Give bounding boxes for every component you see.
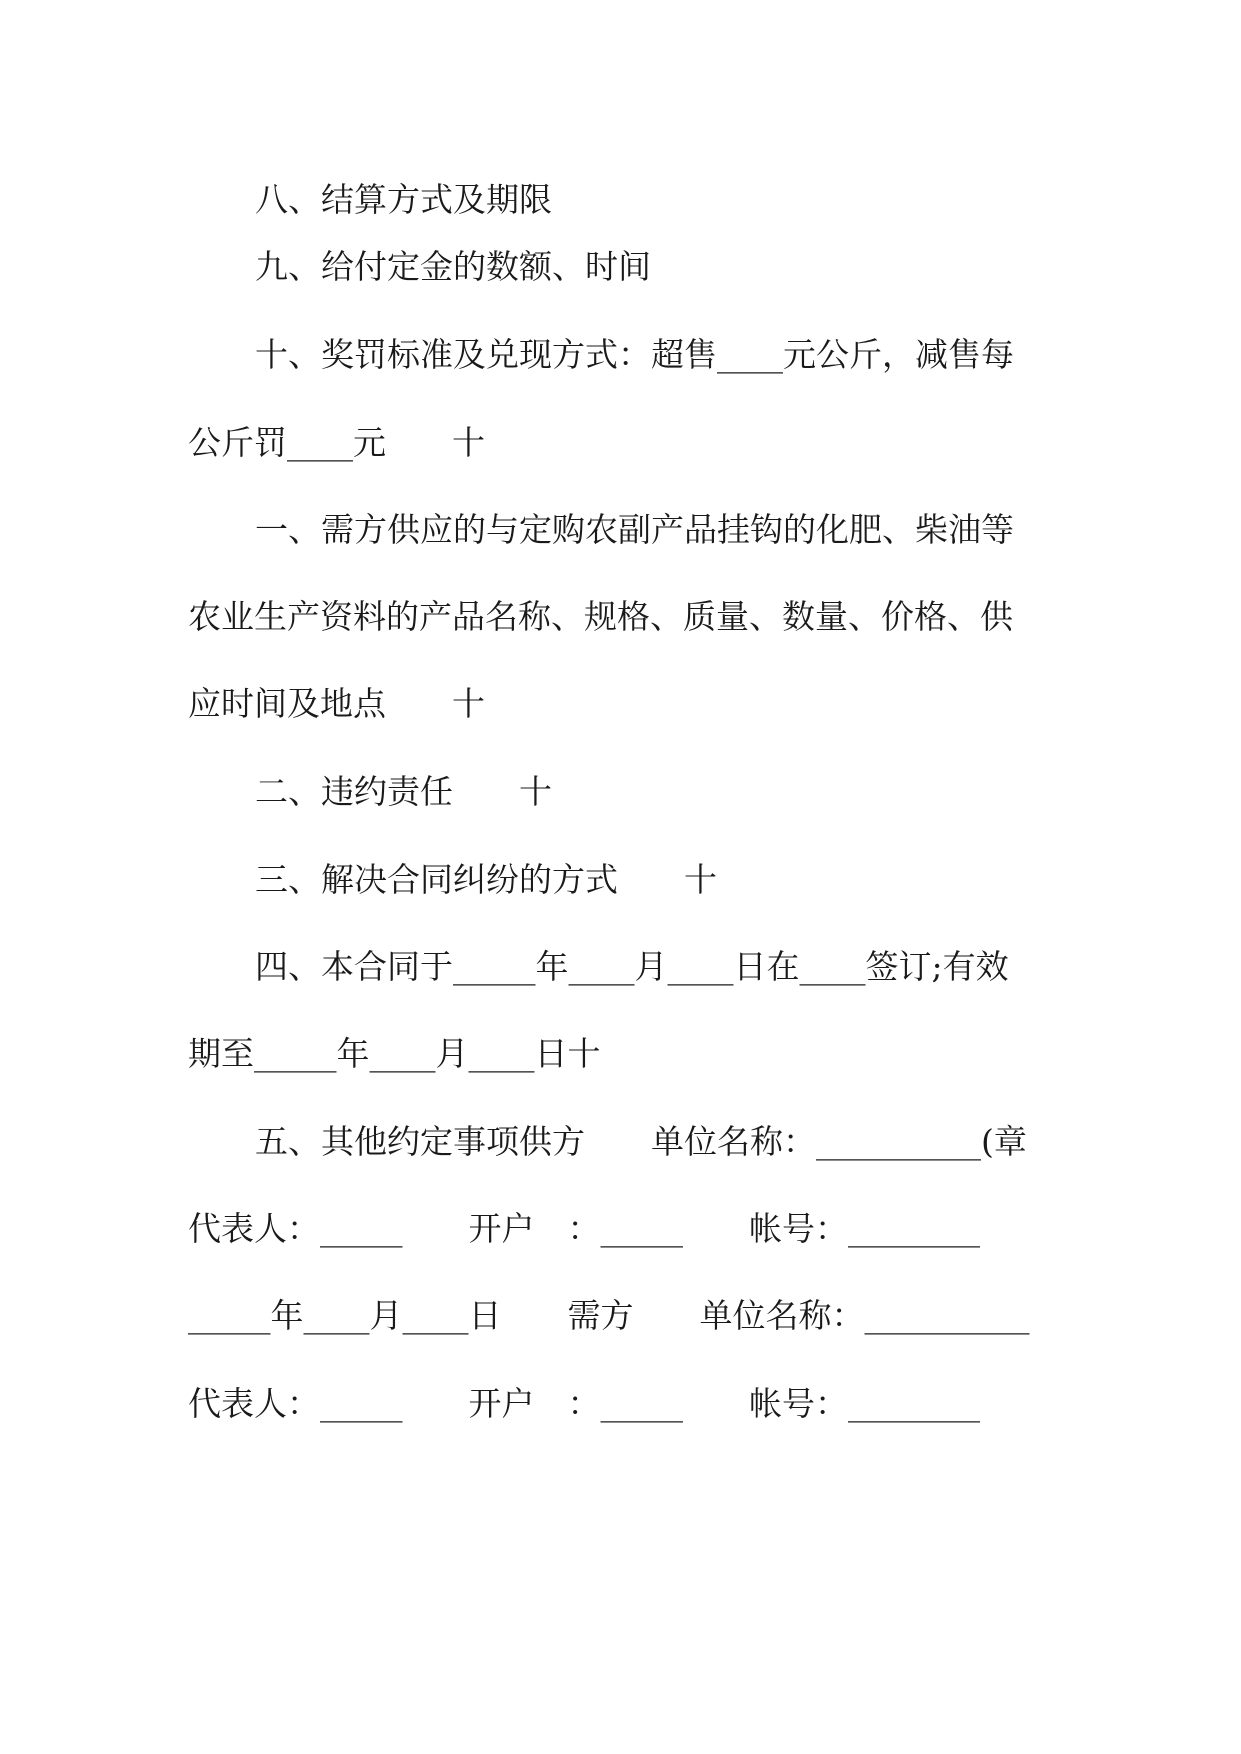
text-line-1: 八、结算方式及期限 <box>255 180 552 219</box>
text-line-8: 二、违约责任 十 <box>255 772 552 811</box>
text-line-11: 期至_____年____月____日十 <box>188 1034 601 1073</box>
text-line-13: 代表人：_____ 开户 ：_____ 帐号：________ <box>188 1209 980 1248</box>
text-line-12: 五、其他约定事项供方 单位名称：__________(章 <box>255 1122 1027 1161</box>
text-line-10: 四、本合同于_____年____月____日在____签订;有效 <box>255 947 1009 986</box>
text-line-5: 一、需方供应的与定购农副产品挂钩的化肥、柴油等 <box>255 510 1014 549</box>
text-line-6: 农业生产资料的产品名称、规格、质量、数量、价格、供 <box>188 597 1013 636</box>
text-line-9: 三、解决合同纠纷的方式 十 <box>255 860 717 899</box>
text-line-14: _____年____月____日 需方 单位名称：__________ <box>188 1296 1030 1335</box>
text-line-4: 公斤罚____元 十 <box>188 423 485 462</box>
text-line-7: 应时间及地点 十 <box>188 684 485 723</box>
text-line-15: 代表人：_____ 开户 ：_____ 帐号：________ <box>188 1384 980 1423</box>
text-line-3: 十、奖罚标准及兑现方式：超售____元公斤，减售每 <box>255 335 1014 374</box>
text-line-2: 九、给付定金的数额、时间 <box>255 247 651 286</box>
